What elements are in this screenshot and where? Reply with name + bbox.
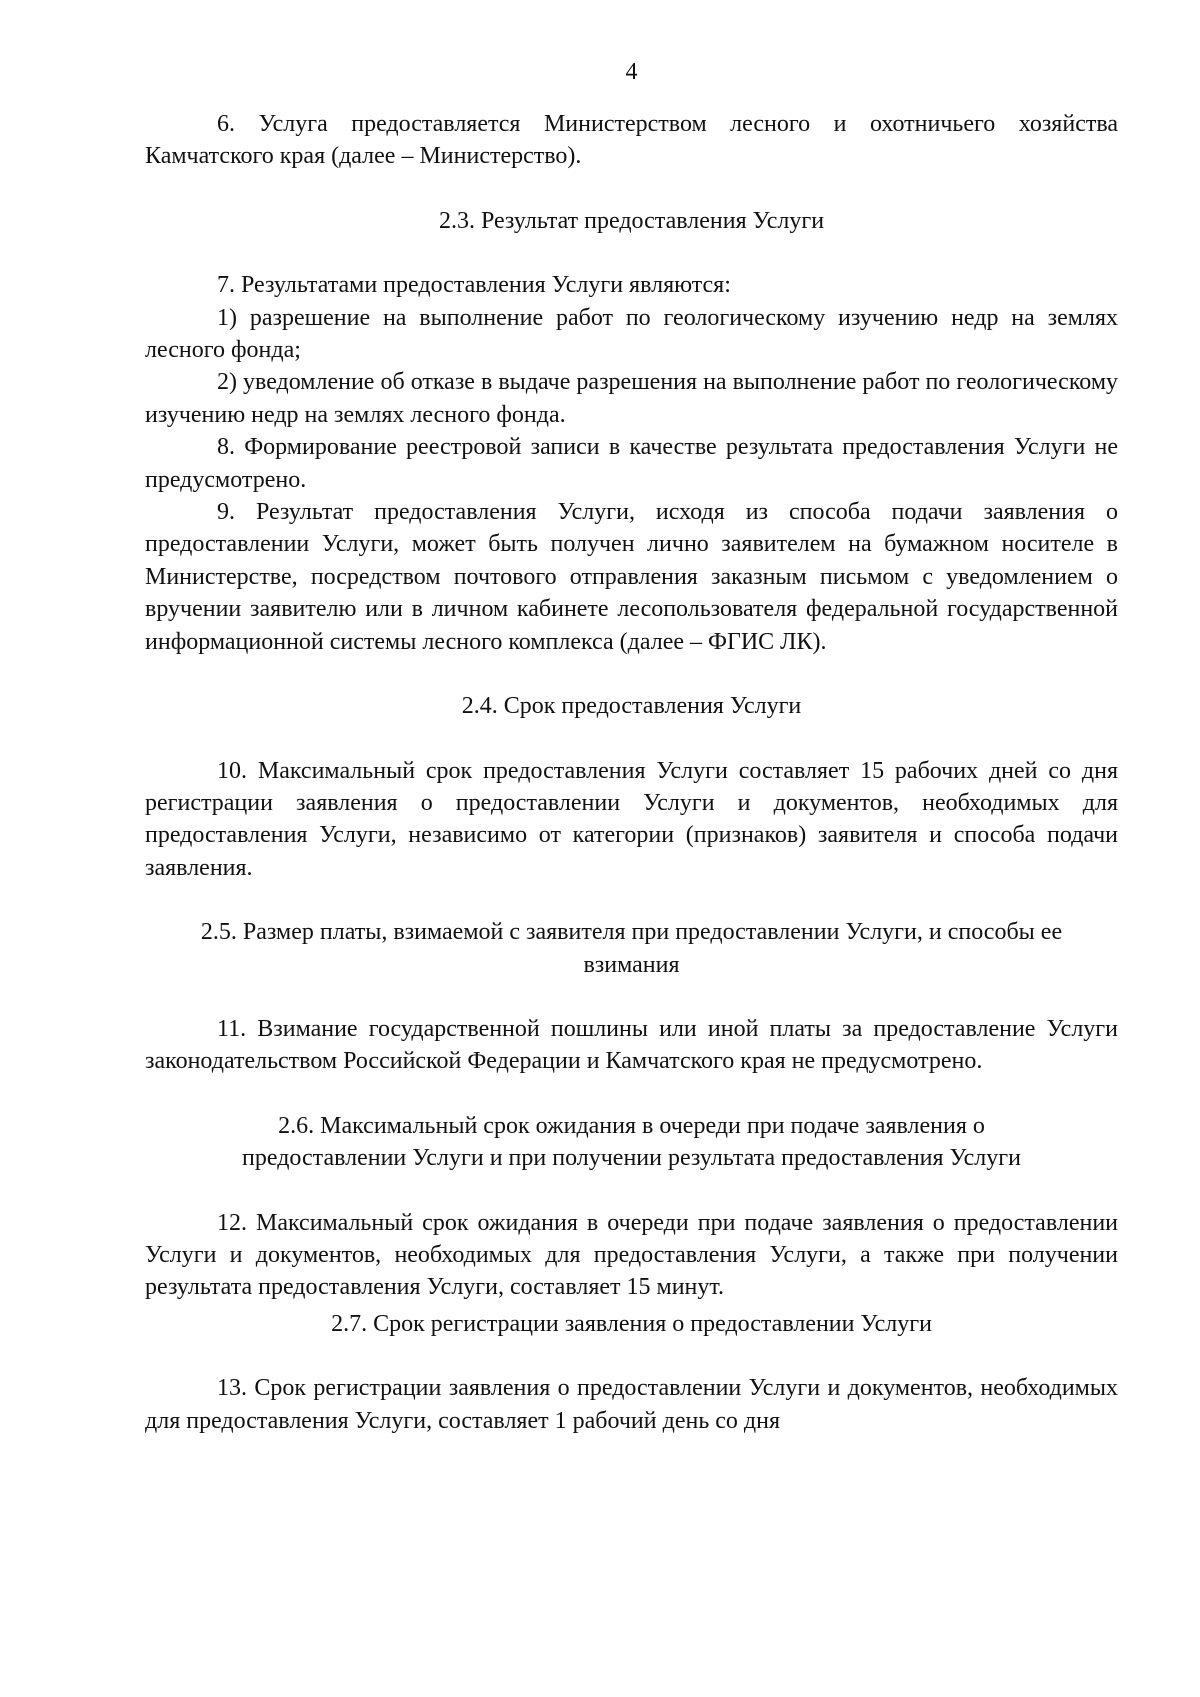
paragraph-6: 6. Услуга предоставляется Министерством лесного и охотничьего хозяйства Камчатского края (далее – Министерство). xyxy=(145,111,1118,170)
paragraph-13: 13. Срок регистрации заявления о предоставлении Услуги и документов, необходимых для предоставления Услуги, составляет 1 рабочий день со дня xyxy=(145,1375,1118,1434)
section-heading-2-4: 2.4. Срок предоставления Услуги xyxy=(461,693,802,720)
paragraph-11: 11. Взимание государственной пошлины или иной платы за предоставление Услуги законодательством Российской Федерации и Камчатского края не предусмотрено. xyxy=(145,1015,1118,1075)
section-heading-2-5: 2.5. Размер платы, взимаемой с заявителя при предоставлении Услуги, и способы ее взимания xyxy=(200,919,1063,978)
section-heading-2-3: 2.3. Результат предоставления Услуги xyxy=(438,207,825,234)
page-number: 4 xyxy=(625,59,638,85)
paragraph-12: 12. Максимальный срок ожидания в очереди при подаче заявления о предоставлении Услуги и документов, необходимых для предоставления Услуги, а также при получении результата предоставления Услуги, составляет 15 минут. xyxy=(145,1209,1118,1301)
paragraph-9: 9. Результат предоставления Услуги, исходя из способа подачи заявления о предоставлении Услуги, может быть получен лично заявителем на бумажном носителе в Министерстве, посредством почтового отправления заказным письмом с уведомлением о вручении заявителю или в личном кабинете лесопользователя федеральной государственной информационной системы лесного комплекса (далее – ФГИС ЛК). xyxy=(145,499,1118,655)
section-heading-2-6: 2.6. Максимальный срок ожидания в очереди при подаче заявления о предоставлении Услуги и при получении результата предоставления Услуги xyxy=(242,1112,1021,1172)
paragraph-7: 7. Результатами предоставления Услуги являются: xyxy=(217,272,731,299)
paragraph-10: 10. Максимальный срок предоставления Услуги составляет 15 рабочих дней со дня регистрации заявления о предоставлении Услуги и документов, необходимых для предоставления Услуги, независимо от категории (признаков) заявителя и способа подачи заявления. xyxy=(145,757,1118,881)
section-heading-2-7: 2.7. Срок регистрации заявления о предоставлении Услуги xyxy=(331,1310,932,1337)
paragraph-7-item-1: 1) разрешение на выполнение работ по геологическому изучению недр на землях лесного фонда; xyxy=(145,304,1118,364)
paragraph-7-item-2: 2) уведомление об отказе в выдаче разрешения на выполнение работ по геологическому изучению недр на землях лесного фонда. xyxy=(145,369,1118,428)
paragraph-8: 8. Формирование реестровой записи в качестве результата предоставления Услуги не предусмотрено. xyxy=(145,434,1118,493)
